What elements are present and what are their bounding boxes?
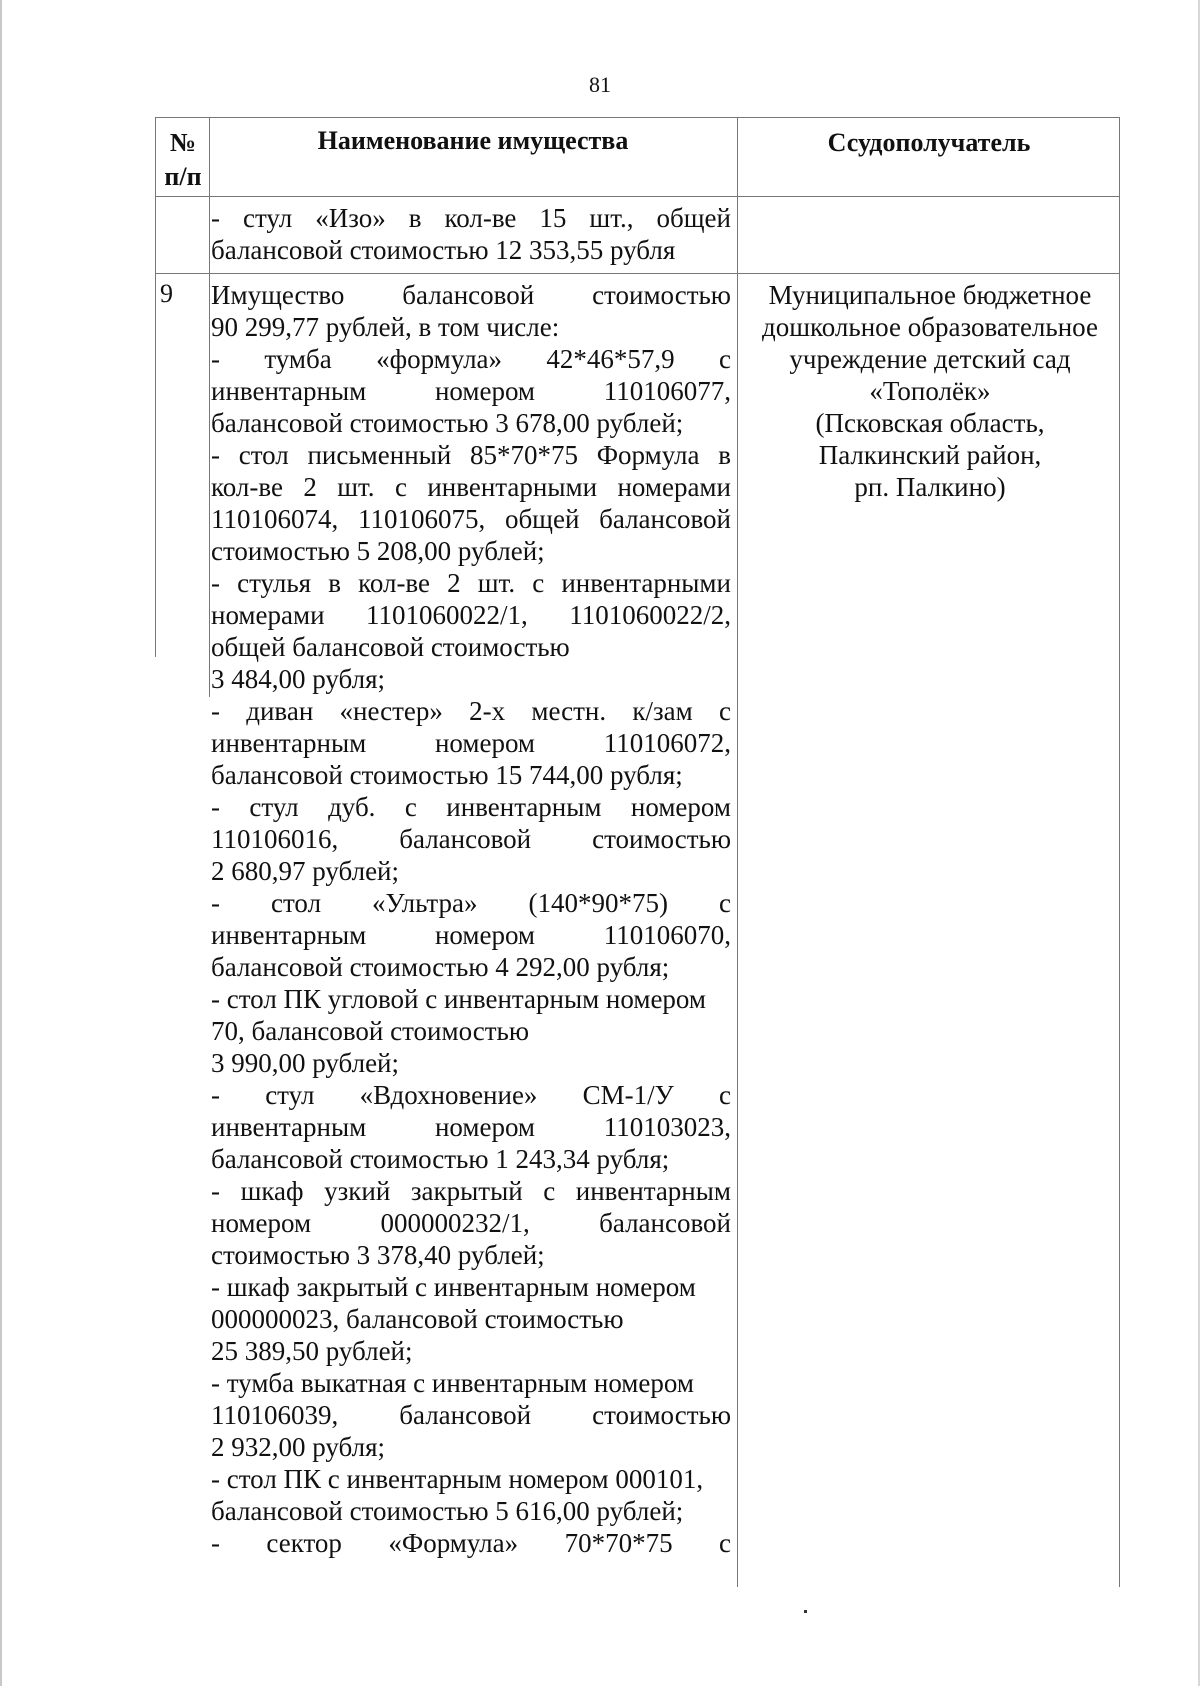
recipient-cell xyxy=(745,279,1115,503)
row9-line xyxy=(211,887,731,919)
word: с xyxy=(718,344,731,374)
row9-line: балансовой стоимостью 5 616,00 рублей; xyxy=(211,1496,684,1526)
row9-line xyxy=(211,1111,731,1143)
word: номером xyxy=(434,920,536,950)
row-number: 9 xyxy=(160,279,173,308)
word: номером xyxy=(211,1208,312,1238)
word: номером xyxy=(434,728,536,758)
col-divider-name xyxy=(737,117,738,1587)
word: 110106075, xyxy=(357,504,486,534)
word: с xyxy=(404,792,417,822)
word: номером xyxy=(434,376,536,406)
word: балансовой xyxy=(402,280,535,310)
word: 2-х xyxy=(469,696,506,726)
row9-line xyxy=(211,567,731,599)
recipient-line: (Псковская область, xyxy=(815,408,1045,438)
word: общей xyxy=(656,203,731,233)
word: «формула» xyxy=(376,344,503,374)
row9-line: 2 932,00 рубля; xyxy=(211,1432,385,1462)
word: стулья xyxy=(237,568,312,598)
word: дуб. xyxy=(328,792,376,822)
word: тумба xyxy=(264,344,332,374)
word: закрытый xyxy=(410,1176,523,1206)
word: 110106070, xyxy=(603,920,731,950)
word: шт. xyxy=(477,568,516,598)
word: 42*46*57,9 xyxy=(546,344,675,374)
word: балансовой xyxy=(399,824,532,854)
row9-line xyxy=(211,1175,731,1207)
word: шт., xyxy=(589,203,634,233)
table-left-border xyxy=(155,117,156,657)
word: инвентарным xyxy=(211,920,367,950)
word: - xyxy=(211,1176,220,1206)
row-separator xyxy=(155,273,1120,274)
row9-line xyxy=(211,1527,731,1559)
row9-line xyxy=(211,727,731,759)
row9-line: 2 680,97 рублей; xyxy=(211,856,400,886)
word: сектор xyxy=(266,1528,342,1558)
word: к/зам xyxy=(632,696,693,726)
row9-line: 70, балансовой стоимостью xyxy=(211,1016,530,1046)
word: - xyxy=(211,203,220,233)
word: 2 xyxy=(303,472,317,502)
row9-line: балансовой стоимостью 3 678,00 рублей; xyxy=(211,408,684,438)
row9-line: 3 484,00 рубля; xyxy=(211,664,385,694)
recipient-line: Палкинский район, xyxy=(818,440,1042,470)
word: в xyxy=(718,440,731,470)
word: номерами xyxy=(617,472,731,502)
header-num-line2: п/п xyxy=(164,162,202,191)
word: 2 xyxy=(447,568,461,598)
word: номерами xyxy=(211,600,325,630)
word: 110106077, xyxy=(603,376,731,406)
word: узкий xyxy=(324,1176,391,1206)
row9-line: 90 299,77 рублей, в том числе: xyxy=(211,312,560,342)
word: 70*70*75 xyxy=(564,1528,673,1558)
word: СМ-1/У xyxy=(582,1080,674,1110)
word: - xyxy=(211,440,220,470)
word: стол xyxy=(271,888,322,918)
word: диван xyxy=(246,696,314,726)
word: инвентарным xyxy=(211,376,367,406)
row9-line xyxy=(211,695,731,727)
recipient-line: учреждение детский сад xyxy=(789,344,1071,374)
row9-line xyxy=(211,343,731,375)
row9-line xyxy=(211,791,731,823)
word: шкаф xyxy=(240,1176,304,1206)
word: 110103023, xyxy=(603,1112,731,1142)
header-num-line1: № xyxy=(169,128,197,157)
word: 1101060022/1, xyxy=(366,600,528,630)
row9-line: стоимостью 3 378,40 рублей; xyxy=(211,1240,545,1270)
word: «нестер» xyxy=(339,696,443,726)
row9-line: балансовой стоимостью 1 243,34 рубля; xyxy=(211,1144,670,1174)
word: инвентарными xyxy=(561,568,731,598)
word: с xyxy=(543,1176,556,1206)
word: стул xyxy=(249,792,299,822)
header-bottom-border xyxy=(155,196,1120,197)
word: номером xyxy=(434,1112,536,1142)
word: инвентарными xyxy=(427,472,598,502)
word: с xyxy=(532,568,545,598)
scan-edge-left xyxy=(0,0,2,1686)
word: - xyxy=(211,792,220,822)
row9-line: - шкаф закрытый с инвентарным номером xyxy=(211,1272,696,1302)
row9-line xyxy=(211,823,731,855)
row9-line xyxy=(211,599,731,631)
word: «Вдохновение» xyxy=(359,1080,538,1110)
word: Имущество xyxy=(211,280,345,310)
word: - xyxy=(211,1080,220,1110)
row9-line xyxy=(211,919,731,951)
word: балансовой xyxy=(599,1208,731,1238)
word: балансовой xyxy=(399,1400,532,1430)
word: балансовой xyxy=(599,504,731,534)
row9-line: - стол ПК угловой с инвентарным номером xyxy=(211,984,707,1014)
word: - xyxy=(211,344,220,374)
word: (140*90*75) xyxy=(528,888,668,918)
scan-speck xyxy=(804,1610,807,1613)
word: стоимостью xyxy=(592,824,731,854)
word: инвентарным xyxy=(575,1176,731,1206)
word: номером xyxy=(630,792,731,822)
word: 000000232/1, xyxy=(380,1208,530,1238)
word: 85*70*75 xyxy=(469,440,578,470)
word: 15 xyxy=(539,203,567,233)
word: с xyxy=(718,888,731,918)
word: 110106039, xyxy=(211,1400,339,1430)
word: в xyxy=(408,203,422,233)
word: стол xyxy=(238,440,289,470)
row9-line: 000000023, балансовой стоимостью xyxy=(211,1304,624,1334)
row9-line: балансовой стоимостью 15 744,00 рубля; xyxy=(211,760,683,790)
word: 110106016, xyxy=(211,824,339,854)
row9-line xyxy=(211,1207,731,1239)
word: кол-ве xyxy=(211,472,283,502)
table-top-border xyxy=(155,117,1120,118)
page-number: 81 xyxy=(589,72,611,97)
row9-line: 25 389,50 рублей; xyxy=(211,1336,413,1366)
word: - xyxy=(211,568,220,598)
word: стоимостью xyxy=(592,1400,731,1430)
word: в xyxy=(328,568,341,598)
row9-line xyxy=(211,471,731,503)
word: стул xyxy=(243,203,293,233)
word: с xyxy=(718,1528,731,1558)
row9-line: - стол ПК с инвентарным номером 000101, xyxy=(211,1464,704,1494)
word: кол-ве xyxy=(444,203,517,233)
row9-line: 3 990,00 рублей; xyxy=(211,1048,400,1078)
word: шт. xyxy=(337,472,375,502)
row9-line xyxy=(211,279,731,311)
word: 110106072, xyxy=(603,728,731,758)
recipient-line: дошкольное образовательное xyxy=(762,312,1098,342)
prev-row-line-2: балансовой стоимостью 12 353,55 рубля xyxy=(211,235,676,265)
table-right-border xyxy=(1119,117,1120,1587)
header-num-cell xyxy=(160,126,206,194)
row9-line xyxy=(211,375,731,407)
word: письменный xyxy=(307,440,452,470)
row9-line: балансовой стоимостью 4 292,00 рубля; xyxy=(211,952,670,982)
word: стул xyxy=(265,1080,315,1110)
recipient-line: «Тополёк» xyxy=(869,376,991,406)
word: инвентарным xyxy=(211,1112,367,1142)
row9-line xyxy=(211,1399,731,1431)
row9-line xyxy=(211,503,731,535)
recipient-line: рп. Палкино) xyxy=(854,472,1006,502)
word: 110106074, xyxy=(211,504,339,534)
word: «Ультра» xyxy=(372,888,478,918)
word: - xyxy=(211,696,220,726)
word: стоимостью xyxy=(592,280,731,310)
header-name: Наименование имущества xyxy=(317,126,629,155)
row9-line: стоимостью 5 208,00 рублей; xyxy=(211,536,545,566)
word: инвентарным xyxy=(446,792,602,822)
word: «Изо» xyxy=(315,203,386,233)
recipient-line: Муниципальное бюджетное xyxy=(768,280,1092,310)
row9-line: - тумба выкатная с инвентарным номером xyxy=(211,1368,694,1398)
prev-row-line-1 xyxy=(211,202,731,234)
word: «Формула» xyxy=(388,1528,519,1558)
word: инвентарным xyxy=(211,728,367,758)
word: с xyxy=(718,1080,731,1110)
word: общей xyxy=(504,504,580,534)
word: - xyxy=(211,1528,220,1558)
col-divider-num xyxy=(209,117,210,697)
row9-line: общей балансовой стоимостью xyxy=(211,632,570,662)
word: Формула xyxy=(596,440,700,470)
header-recipient: Ссудополучатель xyxy=(827,128,1031,157)
word: - xyxy=(211,888,220,918)
row9-line xyxy=(211,439,731,471)
word: с xyxy=(394,472,407,502)
row9-line xyxy=(211,1079,731,1111)
word: местн. xyxy=(531,696,607,726)
word: с xyxy=(718,696,731,726)
word: 1101060022/2, xyxy=(569,600,731,630)
word: кол-ве xyxy=(358,568,431,598)
